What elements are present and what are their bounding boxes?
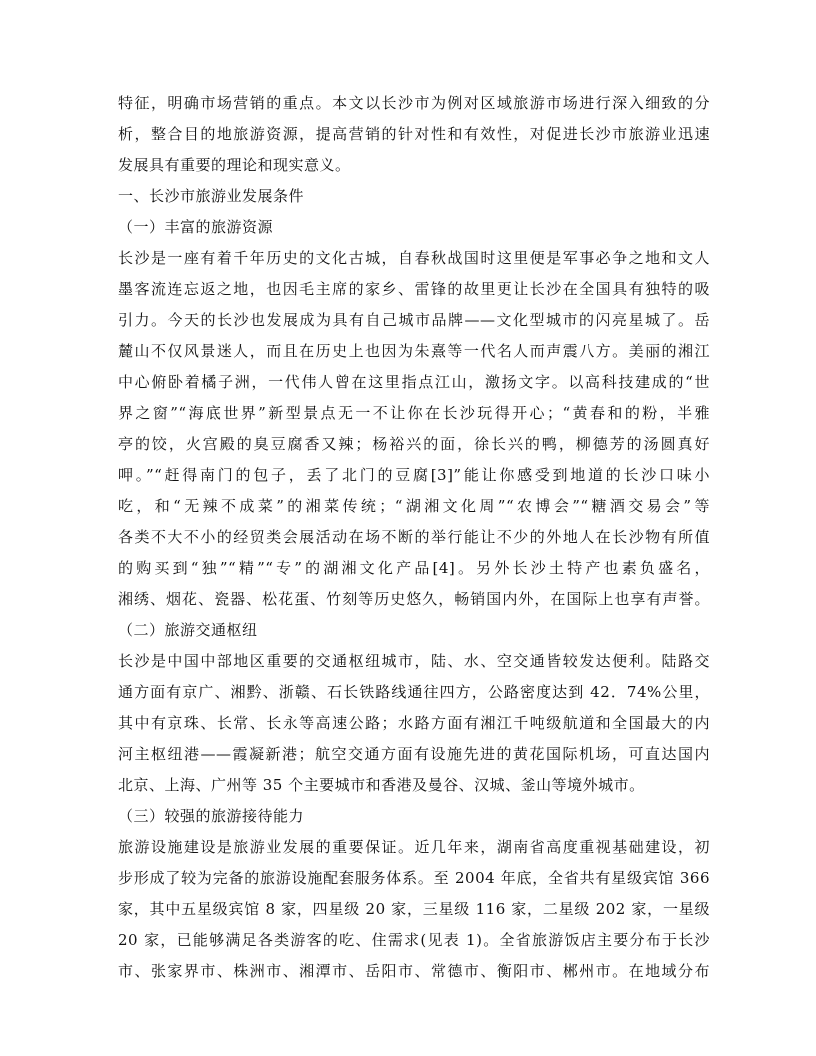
- paragraph-line: 旅游设施建设是旅游业发展的重要保证。近几年来，湖南省高度重视基础建设，初: [118, 838, 710, 856]
- paragraph-line: 发展具有重要的理论和现实意义。: [118, 156, 351, 174]
- paragraph-line: 长沙是中国中部地区重要的交通枢纽城市，陆、水、空交通皆较发达便利。陆路交: [118, 652, 710, 670]
- paragraph-line: 亭的饺，火宫殿的臭豆腐香又辣；杨裕兴的面，徐长兴的鸭，柳德芳的汤圆真好: [118, 435, 710, 453]
- paragraph-line: 河主枢纽港——霞凝新港；航空交通方面有设施先进的黄花国际机场，可直达国内: [118, 745, 710, 763]
- section-heading: 一、长沙市旅游业发展条件: [118, 187, 305, 205]
- paragraph-line: 通方面有京广、湘黔、浙赣、石长铁路线通往四方，公路密度达到 42．74%公里，: [118, 683, 710, 701]
- paragraph-line: 析，整合目的地旅游资源，提高营销的针对性和有效性，对促进长沙市旅游业迅速: [118, 125, 710, 143]
- paragraph-line: 长沙是一座有着千年历史的文化古城，自春秋战国时这里便是军事必争之地和文人: [118, 249, 710, 267]
- paragraph-line: 界之窗”“海底世界”新型景点无一不让你在长沙玩得开心；“黄春和的粉，半雅: [118, 404, 710, 422]
- paragraph-line: 麓山不仅风景迷人，而且在历史上也因为朱熹等一代名人而声震八方。美丽的湘江: [118, 342, 710, 360]
- paragraph-line: 的购买到“独”“精”“专”的湖湘文化产品[4]。另外长沙土特产也素负盛名，: [118, 559, 710, 577]
- paragraph-line: 特征，明确市场营销的重点。本文以长沙市为例对区域旅游市场进行深入细致的分: [118, 94, 710, 112]
- paragraph-line: 各类不大不小的经贸类会展活动在场不断的举行能让不少的外地人在长沙物有所值: [118, 528, 710, 546]
- paragraph-line: 20 家，已能够满足各类游客的吃、住需求(见表 1)。全省旅游饭店主要分布于长沙: [118, 931, 710, 949]
- paragraph-line: 引力。今天的长沙也发展成为具有自己城市品牌——文化型城市的闪亮星城了。岳: [118, 311, 710, 329]
- paragraph-line: 家，其中五星级宾馆 8 家，四星级 20 家，三星级 116 家，二星级 202 家，一星级: [118, 900, 710, 918]
- subsection-heading: （二）旅游交通枢纽: [118, 621, 258, 639]
- paragraph-line: 墨客流连忘返之地，也因毛主席的家乡、雷锋的故里更让长沙在全国具有独特的吸: [118, 280, 710, 298]
- subsection-heading: （三）较强的旅游接待能力: [118, 807, 305, 825]
- paragraph-line: 湘绣、烟花、瓷器、松花蛋、竹刻等历史悠久，畅销国内外，在国际上也享有声誉。: [118, 590, 710, 608]
- paragraph-line: 北京、上海、广州等 35 个主要城市和香港及曼谷、汉城、釜山等境外城市。: [118, 776, 645, 794]
- subsection-heading: （一）丰富的旅游资源: [118, 218, 274, 236]
- paragraph-line: 吃，和“无辣不成菜”的湘菜传统；“湖湘文化周”“农博会”“糖酒交易会”等: [118, 497, 710, 515]
- paragraph-line: 步形成了较为完备的旅游设施配套服务体系。至 2004 年底，全省共有星级宾馆 366: [118, 869, 710, 887]
- paragraph-line: 呷。”“赶得南门的包子，丢了北门的豆腐[3]”能让你感受到地道的长沙口味小: [118, 466, 710, 484]
- paragraph-line: 市、张家界市、株洲市、湘潭市、岳阳市、常德市、衡阳市、郴州市。在地域分布: [118, 962, 710, 980]
- paragraph-line: 中心俯卧着橘子洲，一代伟人曾在这里指点江山，激扬文字。以高科技建成的“世: [118, 373, 710, 391]
- paragraph-line: 其中有京珠、长常、长永等高速公路；水路方面有湘江千吨级航道和全国最大的内: [118, 714, 710, 732]
